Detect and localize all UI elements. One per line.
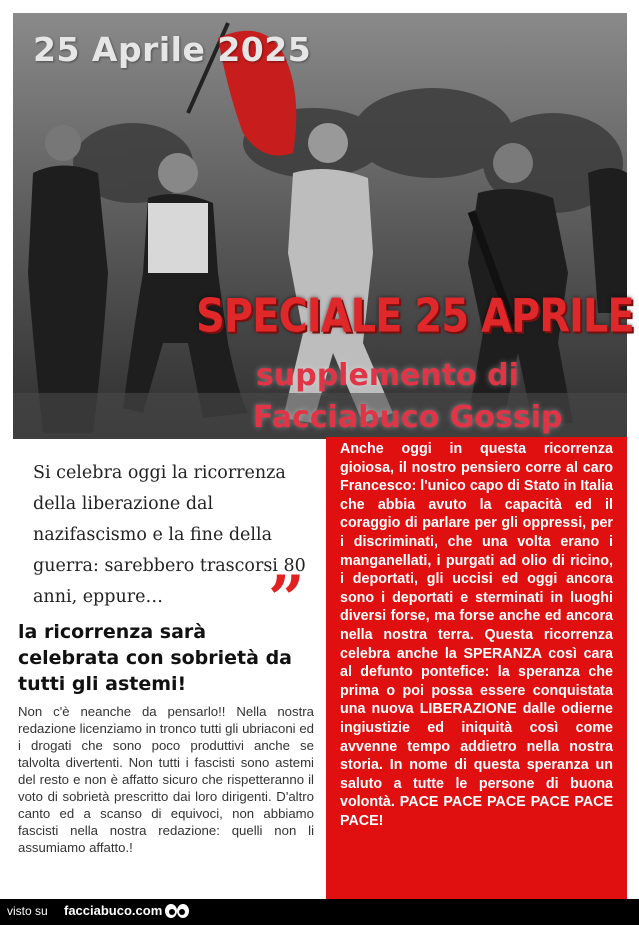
supplement-title	[253, 355, 562, 439]
footer-bar	[0, 899, 639, 925]
left-article-body: Non c'è neanche da pensarlo!! Nella nostra redazione licenziamo in tronco tutti gli ubriaconi ed i drogati che sono poco produttivi anche se talvolta divertenti. Non tutti i fascisti sono astemi del resto e non è affatto sicuro che rispetteranno il voto di sobrietà prescritto dai loro dirigenti. D'altro canto ed a scanso di equivoci, non abbiamo fascisti nella nostra redazione: quelli non li assumiamo affatto.!	[18, 704, 314, 855]
date-title: 25 Aprile 2025	[33, 30, 312, 69]
quote-text: Si celebra oggi la ricorrenza della liberazione dal nazifascismo e la fine della guerra: sarebbero trascorsi 80 anni, eppure…	[33, 463, 306, 607]
quote-mark: ”	[268, 562, 305, 637]
supplement-line-2: Facciabuco Gossip	[253, 400, 563, 435]
speciale-title: SPECIALE 25 APRILE	[196, 290, 634, 343]
right-article-body: Anche oggi in questa ricorrenza gioiosa, il nostro pensiero corre al caro Francesco: l'unico capo di Stato in Italia che abbia avuto la capacità ed il coraggio di parlare per gli oppressi, per i discriminati, che una volta erano i manganellati, i purgati ad olio di ricino, i deportati, gli uccisi ed oggi ancora sono i deportati e sterminati in luoghi diversi forse, ma forse anche ed ancora nella nostra terra. Questa ricorrenza celebra anche la SPERANZA così cara al defunto pontefice: la speranza che prima o poi possa essere conquistata una nuova LIBERAZIONE dalle odierne ingiustizie ed iniquità così come avvenne tempo addietro nella nostra storia. In nome di questa speranza un saluto a tutte le persone di buona volontà. PACE PACE PACE PACE PACE PACE!	[340, 441, 613, 829]
supplement-line-1: supplemento di	[256, 358, 519, 393]
footer-site-link[interactable]: facciabuco.com	[64, 903, 163, 918]
footer-visto-su: visto su	[7, 904, 48, 918]
facciabuco-eyes-icon	[164, 902, 190, 922]
left-headline: la ricorrenza sarà celebrata con sobrietà da tutti gli astemi!	[18, 621, 292, 695]
